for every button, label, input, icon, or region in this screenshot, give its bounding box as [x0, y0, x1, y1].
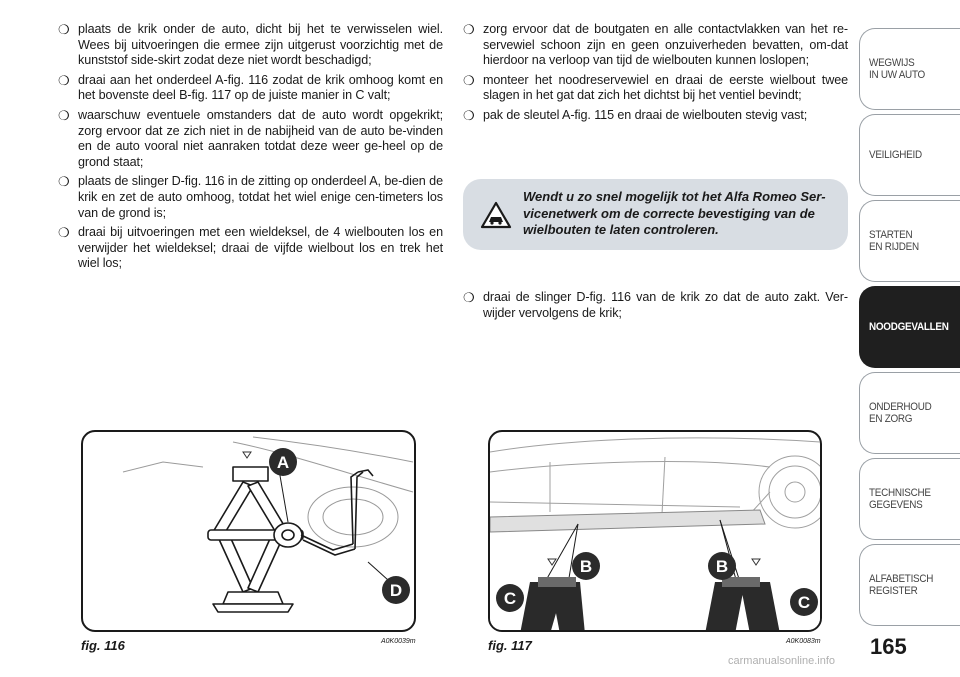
- bullet-icon: ❍: [463, 107, 475, 123]
- tab-noodgevallen[interactable]: [859, 286, 960, 368]
- list-item: ❍ draai de slinger D-fig. 116 van de krik zo dat de auto zakt. Ver-wijder vervolgens de krik;: [463, 290, 848, 320]
- right-column-continued: [463, 290, 848, 325]
- warning-text: Wendt u zo snel mogelijk tot het Alfa Romeo Ser-vicenetwerk om de correcte bevestiging van de wielbouten te laten controleren.: [523, 189, 826, 237]
- list-item: ❍ draai bij uitvoeringen met een wieldeksel, de 4 wielbouten los en verwijder het wieldeksel; draai de vijfde wielbout los en trek het wiel los;: [58, 225, 443, 271]
- tab-starten[interactable]: [859, 200, 960, 282]
- fig-117-caption: fig. 117: [488, 638, 532, 653]
- fig-116-code: A0K0039m: [381, 638, 416, 645]
- tab-label: IN UW AUTO: [869, 69, 925, 81]
- tab-label: GEGEVENS: [869, 499, 923, 511]
- tab-label: ALFABETISCH: [869, 572, 934, 585]
- tab-label: WEGWIJS: [869, 56, 915, 69]
- fig-116-caption: fig. 116: [81, 638, 125, 653]
- figure-117-car: [488, 430, 822, 632]
- watermark: carmanualsonline.info: [728, 655, 836, 667]
- list-item: ❍ draai aan het onderdeel A-fig. 116 zodat de krik omhoog komt en het bovenste deel B-fig. 117 op de juiste manier in C valt;: [58, 72, 443, 103]
- label-b-right: B: [715, 557, 729, 576]
- fig-117-code: A0K0083m: [786, 638, 821, 645]
- tab-label: NOODGEVALLEN: [869, 320, 949, 333]
- jack-illustration: [83, 432, 416, 632]
- tab-label: STARTEN: [869, 228, 913, 241]
- warning-box: [463, 179, 848, 250]
- car-jack-points-illustration: [490, 432, 822, 632]
- tab-label: VEILIGHEID: [869, 148, 922, 161]
- label-b-left: B: [579, 557, 593, 576]
- list-item: ❍ pak de sleutel A-fig. 115 en draai de wielbouten stevig vast;: [463, 107, 808, 123]
- list-item: ❍ zorg ervoor dat de boutgaten en alle contactvlakken van het re-servewiel schoon zijn en geen onzuiverheden bevatten, om-dat hierdoor na verloop van tijd de wielbouten kunnen loslopen;: [463, 22, 848, 68]
- bullet-icon: ❍: [58, 225, 70, 241]
- label-c-right: C: [797, 593, 811, 612]
- tab-technische[interactable]: [859, 458, 960, 540]
- list-item: ❍ waarschuw eventuele omstanders dat de auto wordt opgekrikt; zorg ervoor dat ze zich niet in de nabijheid van de auto be-vinden en de auto vooral niet aanraken totdat deze weer ge-heel op de grond staat;: [58, 107, 443, 169]
- label-a: A: [276, 453, 290, 472]
- tab-label: REGISTER: [869, 585, 918, 597]
- warning-car-icon: [480, 201, 512, 229]
- left-column: [58, 22, 443, 276]
- chapter-tabs: [859, 0, 960, 677]
- tab-label: ONDERHOUD: [869, 400, 932, 413]
- bullet-icon: ❍: [58, 72, 70, 88]
- bullet-icon: ❍: [58, 174, 70, 190]
- bullet-icon: ❍: [463, 290, 475, 305]
- label-d: D: [389, 581, 403, 600]
- right-column: [463, 22, 848, 128]
- list-item: ❍ monteer het noodreservewiel en draai de eerste wielbout twee slagen in het gat dat zich het dichtst bij het ventiel bevindt;: [463, 72, 848, 103]
- tab-onderhoud[interactable]: [859, 372, 960, 454]
- figure-116-jack: [81, 430, 416, 632]
- tab-veiligheid[interactable]: [859, 114, 960, 196]
- list-item: ❍ plaats de slinger D-fig. 116 in de zitting op onderdeel A, be-dien de krik en zet de auto omhoog, totdat het wiel enige cen-timeters los van de grond is;: [58, 174, 443, 220]
- page-number: 165: [870, 634, 907, 659]
- tab-label: EN ZORG: [869, 413, 913, 425]
- bullet-icon: ❍: [58, 22, 70, 37]
- tab-label: TECHNISCHE: [869, 486, 931, 499]
- tab-label: EN RIJDEN: [869, 241, 919, 253]
- list-item: ❍ plaats de krik onder de auto, dicht bij het te verwisselen wiel. Wees bij uitvoeringen die ermee zijn uitgerust voorzichtig met de kunststof side-skirt zodat deze niet wordt beschadigd;: [58, 22, 443, 68]
- tab-alfabetisch[interactable]: [859, 544, 960, 626]
- bullet-icon: ❍: [463, 72, 475, 88]
- bullet-icon: ❍: [58, 107, 70, 123]
- label-c-left: C: [503, 589, 517, 608]
- bullet-icon: ❍: [463, 22, 475, 37]
- tab-wegwijs[interactable]: [859, 28, 960, 110]
